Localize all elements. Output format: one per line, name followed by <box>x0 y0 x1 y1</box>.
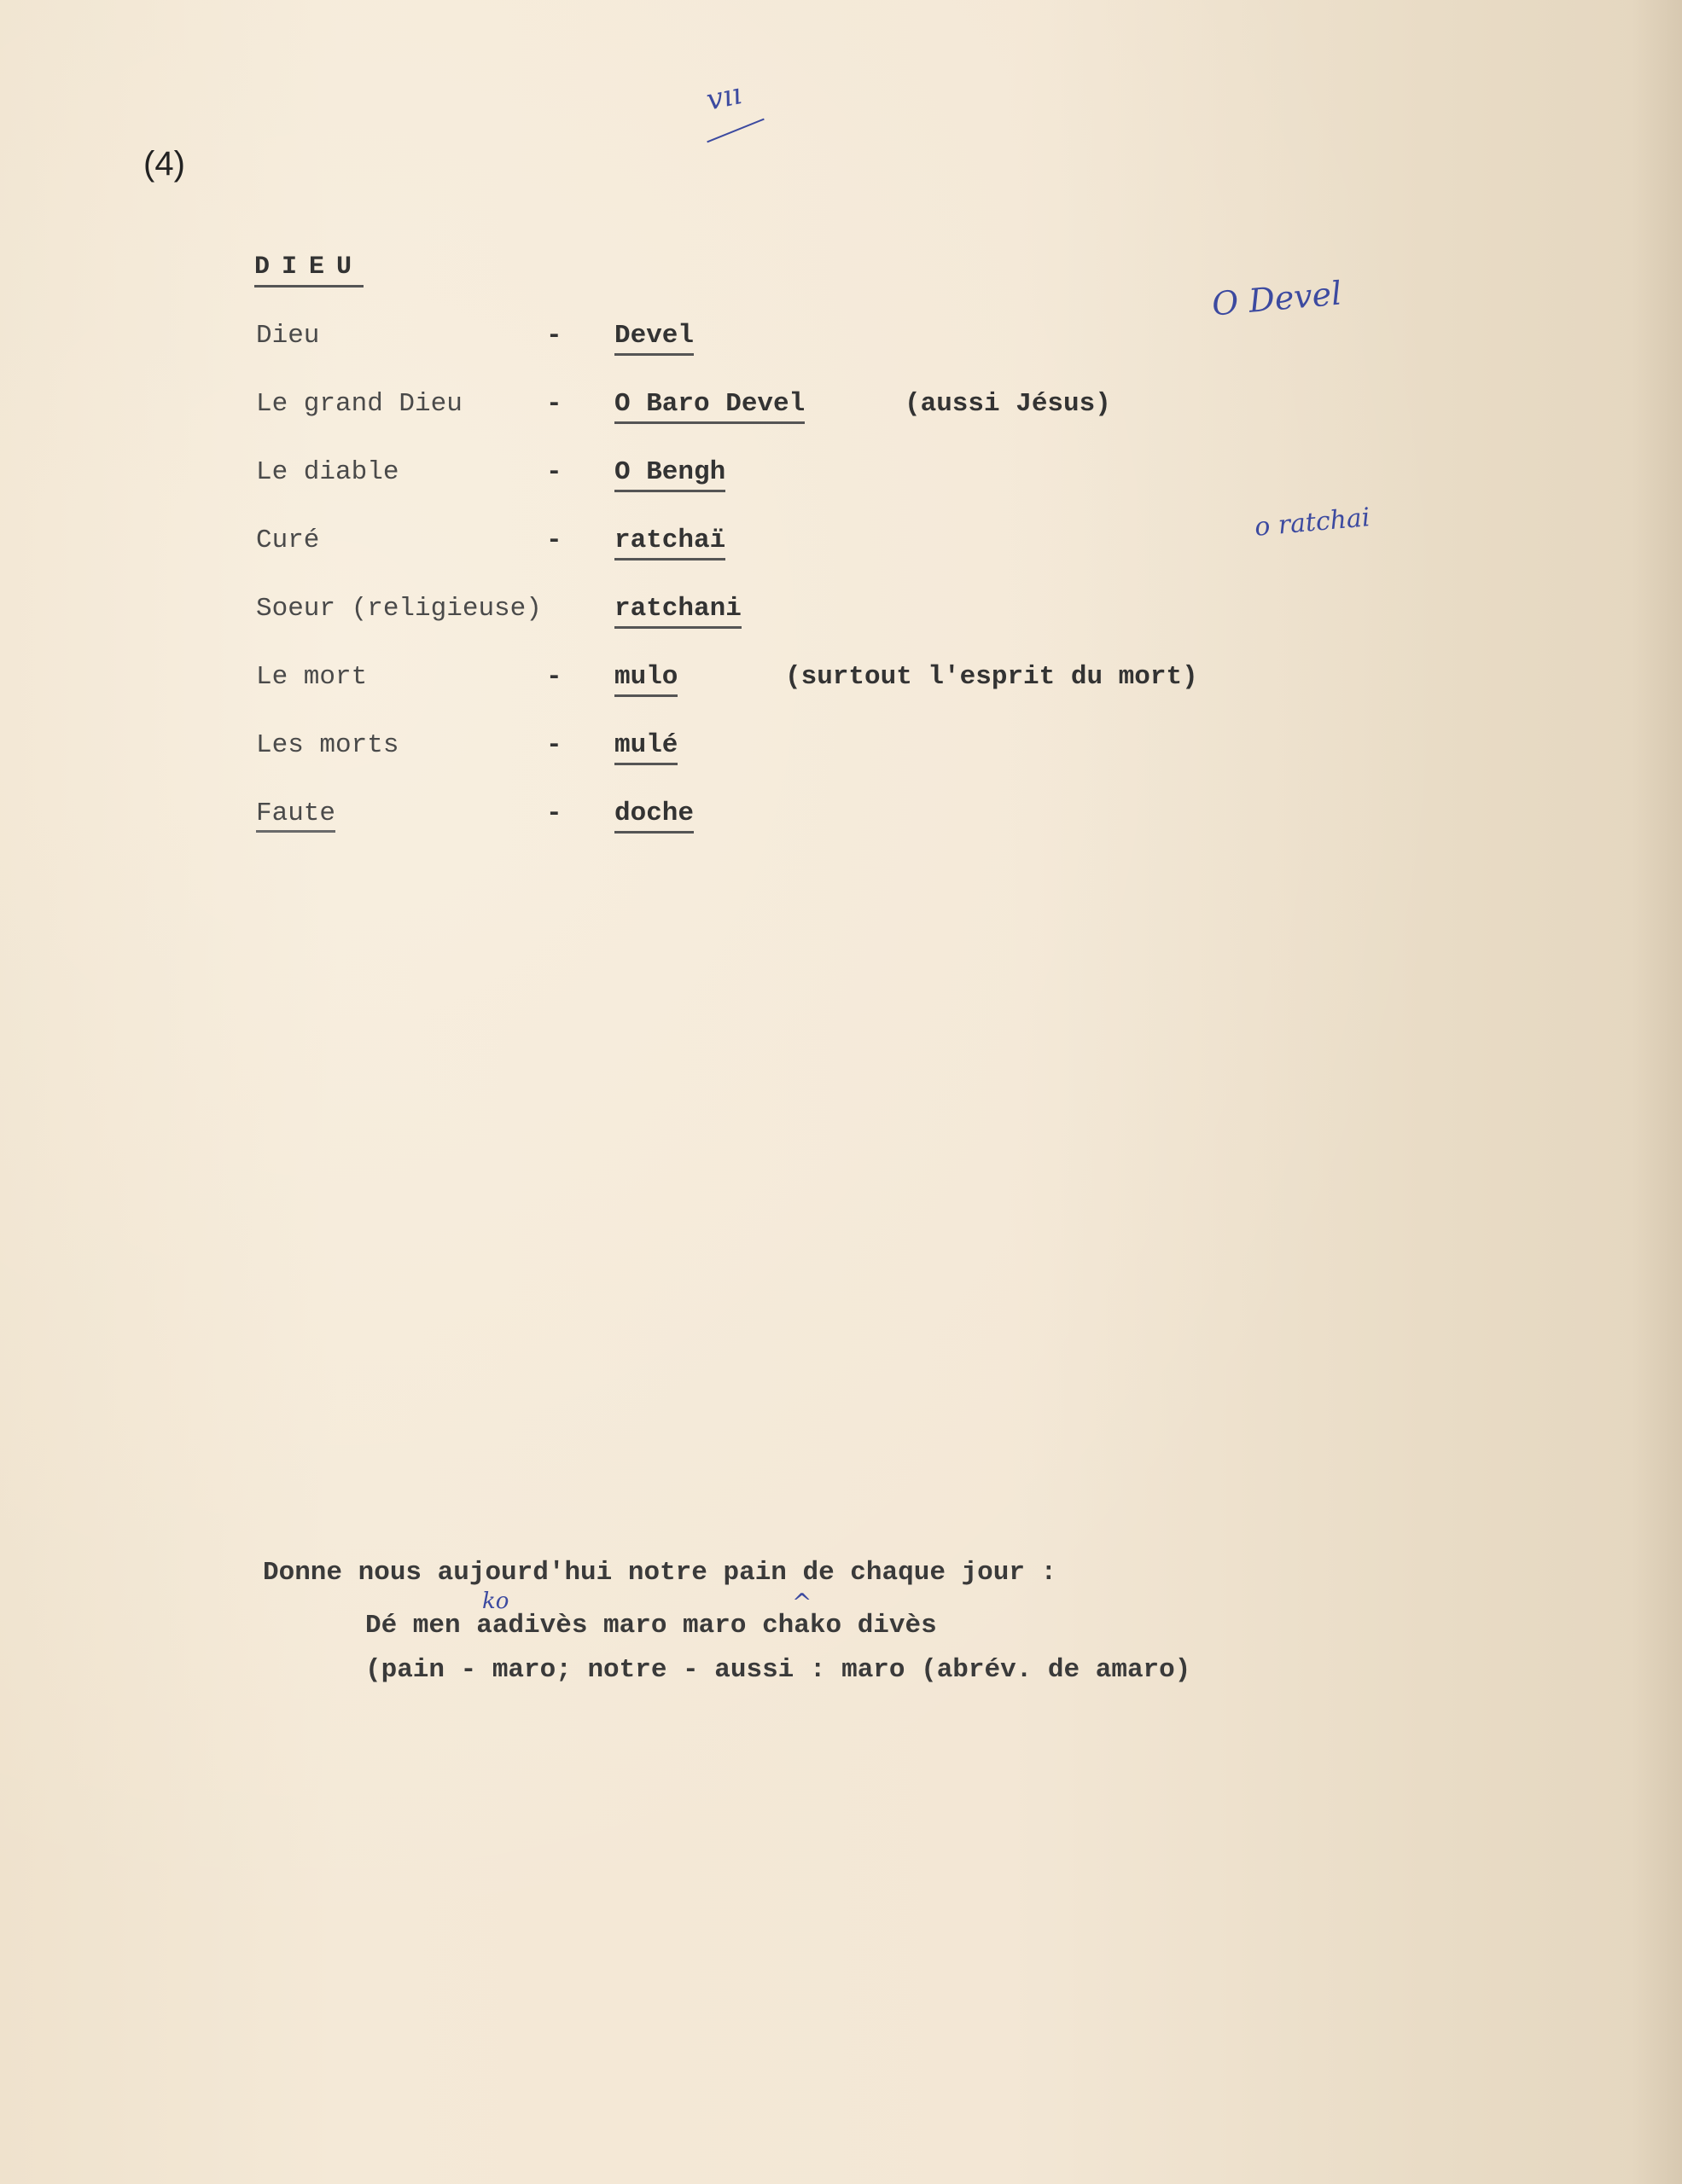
handwritten-top-mark: vıı <box>703 77 745 118</box>
vocab-term: Le grand Dieu <box>256 389 463 419</box>
vocab-translation: mulé <box>614 730 678 765</box>
vocab-translation: ratchani <box>614 594 742 629</box>
vocab-term: Les morts <box>256 730 399 760</box>
vocab-term: Soeur (religieuse) <box>256 594 542 624</box>
vocab-dash: - <box>546 321 562 351</box>
vocab-translation: ratchaï <box>614 526 725 561</box>
page-edge-shadow <box>1631 0 1682 2184</box>
vocab-term: Le mort <box>256 662 368 692</box>
prayer-gloss-line: (pain - maro; notre - aussi : maro (abrév. de amaro) <box>365 1655 1191 1685</box>
vocab-dash: - <box>546 662 562 692</box>
handwritten-note-ratchai: o ratchai <box>1253 502 1371 543</box>
handwritten-top-mark-stroke <box>707 119 765 143</box>
page-number: (4) <box>143 145 185 183</box>
prayer-romani-line: Dé men aadivès maro maro chako divès <box>365 1611 937 1641</box>
vocab-note: (surtout l'esprit du mort) <box>785 662 1198 692</box>
section-heading: DIEU <box>254 253 364 288</box>
vocab-dash: - <box>546 457 562 487</box>
vocab-translation: doche <box>614 799 694 834</box>
vocab-dash: - <box>546 799 562 828</box>
vocab-note: (aussi Jésus) <box>905 389 1111 419</box>
vocab-dash: - <box>546 389 562 419</box>
vocab-term: Le diable <box>256 457 399 487</box>
handwritten-correction-ko: ko <box>482 1589 509 1614</box>
vocab-translation: Devel <box>614 321 694 356</box>
vocab-dash: - <box>546 526 562 555</box>
vocab-term: Dieu <box>256 321 320 351</box>
vocab-dash: - <box>546 730 562 760</box>
vocab-term: Faute <box>256 799 335 833</box>
vocab-translation: O Baro Devel <box>614 389 805 424</box>
vocab-term: Curé <box>256 526 320 555</box>
vocab-translation: O Bengh <box>614 457 725 492</box>
prayer-french-line: Donne nous aujourd'hui notre pain de chaque jour : <box>263 1558 1057 1588</box>
handwritten-note-devel: O Devel <box>1210 274 1343 323</box>
handwritten-correction-caret: ^ <box>792 1589 812 1617</box>
vocab-translation: mulo <box>614 662 678 697</box>
